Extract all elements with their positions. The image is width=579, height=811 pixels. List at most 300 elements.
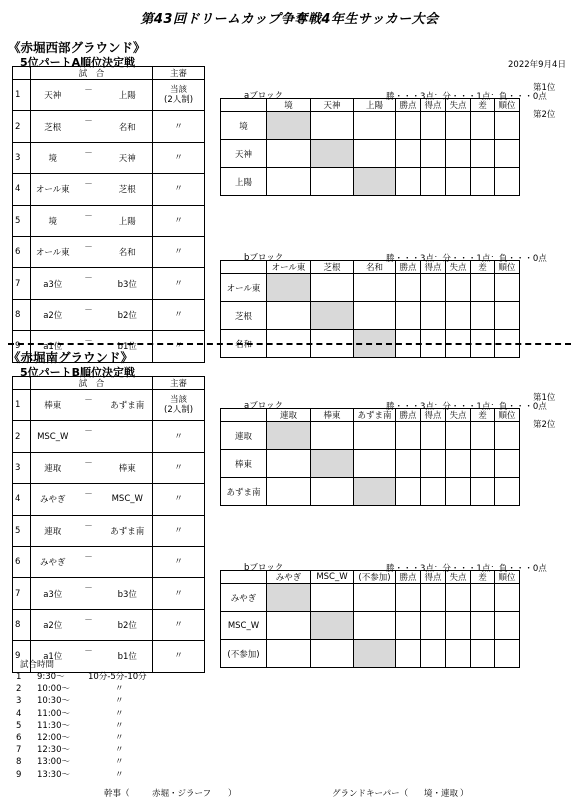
block-rule: 勝・・・3点：分・・・1点：負・・・0点 [386,92,547,102]
block-row-team: 天神 [221,140,267,168]
manager-label: 幹事（ [104,789,130,799]
stat-cell [396,584,421,612]
stat-cell [396,140,421,168]
result-cell [354,422,396,450]
vs-dash: － [75,80,103,111]
stat-cell [421,168,446,196]
rank-label-2: 第2位 [533,110,556,120]
stat-cell [421,584,446,612]
home-team: 棒東 [31,390,75,421]
vs-dash: － [75,452,103,483]
stat-header: 失点 [446,99,471,112]
stat-cell [396,422,421,450]
away-team: b1位 [103,641,153,672]
schedule-note: 〃 [115,720,124,731]
result-cell [311,478,354,506]
schedule-number: 7 [16,745,22,756]
block-name: aブロック [244,401,284,411]
schedule-note: 〃 [115,732,124,743]
away-team: MSC_W [103,484,153,515]
schedule-number: 8 [16,757,22,768]
referee: 〃 [153,268,205,299]
referee: 〃 [153,515,205,546]
stat-cell [446,112,471,140]
match-header-row [13,377,205,390]
schedule-time: 11:30～ [37,720,70,731]
block-row [221,478,520,506]
referee: 〃 [153,546,205,577]
match-number: 4 [13,174,31,205]
stat-cell [446,302,471,330]
referee: 〃 [153,578,205,609]
match-row [13,299,205,330]
block-row-team: オール東 [221,274,267,302]
stat-cell [495,450,520,478]
vs-dash: － [75,331,103,362]
diagonal-cell [311,450,354,478]
match-number: 6 [13,546,31,577]
match-row [13,452,205,483]
block-row-team: 境 [221,112,267,140]
stat-cell [495,640,520,668]
referee: 〃 [153,205,205,236]
stat-cell [495,422,520,450]
away-team: b1位 [103,331,153,362]
stat-cell [471,302,495,330]
schedule-row [16,769,216,781]
match-number: 9 [13,641,31,672]
vs-dash: － [75,641,103,672]
block-row [221,302,520,330]
block-col-team: (不参加) [354,571,396,584]
stat-cell [471,140,495,168]
home-team: みやぎ [31,484,75,515]
away-team: あずま南 [103,515,153,546]
stat-header: 得点 [421,99,446,112]
block-row-team: あずま南 [221,478,267,506]
block-name: bブロック [244,563,284,573]
stat-cell [471,112,495,140]
schedule-row [16,683,216,695]
stat-cell [421,640,446,668]
away-team: 棒東 [103,452,153,483]
manager-close: ） [228,789,237,799]
block-col-team: MSC_W [311,571,354,584]
block-col-team: 天神 [311,99,354,112]
vs-dash: － [75,515,103,546]
ground-name: 《赤堀南グラウンド》 [8,350,134,365]
stat-cell [495,302,520,330]
block-row-team: (不参加) [221,640,267,668]
result-cell [311,422,354,450]
stat-header: 差 [471,571,495,584]
stat-header: 勝点 [396,261,421,274]
diagonal-cell [267,584,311,612]
schedule-time: 10:00～ [37,684,70,695]
home-team: オール東 [31,174,75,205]
match-number: 5 [13,205,31,236]
block-name: aブロック [244,91,284,101]
match-row [13,268,205,299]
stat-cell [421,274,446,302]
schedule-list [16,671,216,781]
block-row-team: 名和 [221,330,267,358]
block-row [221,274,520,302]
block-row-team: 芝根 [221,302,267,330]
match-row [13,515,205,546]
vs-dash: － [75,578,103,609]
match-header: 試 合 [31,67,153,80]
rank-label-2: 第2位 [533,420,556,430]
match-row [13,390,205,421]
result-cell [267,168,311,196]
match-header-row [13,67,205,80]
schedule-row [16,708,216,720]
referee-header: 主審 [153,377,205,390]
diagonal-cell [354,478,396,506]
referee: 〃 [153,299,205,330]
referee: 〃 [153,484,205,515]
stat-cell [471,422,495,450]
result-cell [354,302,396,330]
stat-cell [396,612,421,640]
stat-cell [471,274,495,302]
date: 2022年9月4日 [508,60,566,70]
block-row [221,168,520,196]
home-team: a3位 [31,578,75,609]
referee: 〃 [153,421,205,452]
schedule-time: 9:30～ [37,672,65,682]
home-team: 境 [31,205,75,236]
stat-cell [396,478,421,506]
result-cell [354,274,396,302]
match-row [13,421,205,452]
schedule-time: 13:30～ [37,769,70,780]
referee: 〃 [153,641,205,672]
stat-cell [495,584,520,612]
stat-cell [396,450,421,478]
away-team [103,546,153,577]
block-header-row [221,99,520,112]
keeper-value: 境・連取 [424,789,459,799]
vs-dash: － [75,546,103,577]
referee: 〃 [153,609,205,640]
match-row [13,174,205,205]
block-col-team: みやぎ [267,571,311,584]
home-team: a1位 [31,641,75,672]
referee: 当該 (2人制) [153,80,205,111]
vs-dash: － [75,111,103,142]
match-number: 5 [13,515,31,546]
schedule-number: 9 [16,769,22,780]
result-cell [311,112,354,140]
stat-header: 順位 [495,409,520,422]
away-team: 上陽 [103,80,153,111]
home-team: MSC_W [31,421,75,452]
away-team: 名和 [103,236,153,267]
diagonal-cell [311,140,354,168]
block-col-team: 芝根 [311,261,354,274]
keeper-label: グランドキーパー（ [332,789,409,799]
result-cell [267,612,311,640]
stat-cell [421,450,446,478]
stat-header: 勝点 [396,99,421,112]
stat-cell [421,612,446,640]
match-number: 7 [13,268,31,299]
stat-cell [396,274,421,302]
ground-subtitle: 5位パートA順位決定戦 [20,56,136,69]
stat-cell [495,478,520,506]
vs-dash: － [75,236,103,267]
result-cell [267,450,311,478]
result-cell [267,302,311,330]
match-row [13,111,205,142]
result-cell [311,274,354,302]
block-rule: 勝・・・3点：分・・・1点：負・・・0点 [386,254,547,264]
away-team: b2位 [103,299,153,330]
schedule-number: 4 [16,708,22,719]
match-number: 8 [13,299,31,330]
stat-cell [396,302,421,330]
stat-cell [446,478,471,506]
schedule-row [16,695,216,707]
diagonal-cell [311,302,354,330]
block-col-team: 名和 [354,261,396,274]
match-number: 3 [13,452,31,483]
result-cell [354,612,396,640]
match-header: 試 合 [31,377,153,390]
diagonal-cell [311,612,354,640]
stat-cell [495,168,520,196]
block-row-team: 連取 [221,422,267,450]
block-row [221,612,520,640]
manager-value: 赤堀・ジラーフ [152,789,212,799]
schedule-number: 6 [16,732,22,743]
result-cell [267,478,311,506]
vs-dash: － [75,205,103,236]
referee: 〃 [153,452,205,483]
stat-cell [396,640,421,668]
vs-dash: － [75,421,103,452]
stat-cell [495,112,520,140]
match-row [13,80,205,111]
match-table [12,376,205,673]
match-row [13,205,205,236]
home-team: a3位 [31,268,75,299]
home-team: 天神 [31,80,75,111]
schedule-note: 〃 [115,769,124,780]
block-header-row [221,571,520,584]
away-team: 芝根 [103,174,153,205]
away-team: 上陽 [103,205,153,236]
result-cell [267,140,311,168]
home-team: 連取 [31,515,75,546]
block-row [221,450,520,478]
stat-cell [396,168,421,196]
stat-cell [421,422,446,450]
block-row-team: MSC_W [221,612,267,640]
stat-cell [446,274,471,302]
match-number: 2 [13,111,31,142]
stat-cell [471,640,495,668]
schedule-time: 12:30～ [37,745,70,756]
result-cell [354,112,396,140]
match-number: 1 [13,390,31,421]
ground-name: 《赤堀西部グラウンド》 [8,40,146,55]
vs-dash: － [75,268,103,299]
schedule-note: 〃 [115,684,124,695]
home-team: a2位 [31,299,75,330]
stat-cell [446,584,471,612]
diagonal-cell [267,112,311,140]
block-row [221,422,520,450]
match-number: 1 [13,80,31,111]
schedule-note: 〃 [115,745,124,756]
block-table [220,408,520,506]
block-row [221,640,520,668]
stat-cell [421,302,446,330]
away-team: 名和 [103,111,153,142]
vs-dash: － [75,299,103,330]
block-col-team: 上陽 [354,99,396,112]
referee: 〃 [153,174,205,205]
section-divider [8,343,571,345]
block-row [221,584,520,612]
match-table [12,66,205,363]
match-row [13,484,205,515]
schedule-number: 5 [16,720,22,731]
block-name: bブロック [244,253,284,263]
schedule-number: 1 [16,672,22,682]
stat-cell [421,478,446,506]
stat-header: 差 [471,409,495,422]
schedule-row [16,671,216,683]
schedule-note: 10分-5分-10分 [88,672,147,682]
stat-header: 失点 [446,261,471,274]
stat-header: 得点 [421,261,446,274]
home-team: 連取 [31,452,75,483]
stat-cell [446,168,471,196]
schedule-time: 11:00～ [37,708,70,719]
stat-cell [471,478,495,506]
schedule-row [16,744,216,756]
match-number: 2 [13,421,31,452]
diagonal-cell [354,168,396,196]
page-title: 第43回ドリームカップ争奪戦4年生サッカー大会 [140,12,439,27]
stat-cell [495,140,520,168]
stat-cell [471,612,495,640]
referee: 当該 (2人制) [153,390,205,421]
schedule-title: 試合時間 [20,660,55,670]
block-col-team: 棒東 [311,409,354,422]
referee-header: 主審 [153,67,205,80]
block-table [220,570,520,668]
result-cell [354,584,396,612]
stat-header: 得点 [421,409,446,422]
match-number: 6 [13,236,31,267]
schedule-note: 〃 [115,696,124,707]
schedule-note: 〃 [115,757,124,768]
stat-header: 順位 [495,99,520,112]
stat-header: 勝点 [396,571,421,584]
schedule-number: 2 [16,684,22,695]
stat-cell [471,168,495,196]
home-team: オール東 [31,236,75,267]
block-row [221,140,520,168]
rank-label-1: 第1位 [533,83,556,93]
block-header-row [221,409,520,422]
match-number: 4 [13,484,31,515]
keeper-close: ） [460,789,469,799]
block-col-team: あずま南 [354,409,396,422]
ground-subtitle: 5位パートB順位決定戦 [20,366,136,379]
rank-label-1: 第1位 [533,393,556,403]
away-team: 天神 [103,142,153,173]
stat-cell [495,274,520,302]
home-team: 境 [31,142,75,173]
home-team: a2位 [31,609,75,640]
schedule-row [16,756,216,768]
away-team: b3位 [103,268,153,299]
stat-header: 差 [471,261,495,274]
stat-cell [446,640,471,668]
match-number: 7 [13,578,31,609]
block-row-team: 上陽 [221,168,267,196]
schedule-note: 〃 [115,708,124,719]
match-row [13,142,205,173]
result-cell [267,640,311,668]
home-team: 芝根 [31,111,75,142]
result-cell [354,140,396,168]
result-cell [311,584,354,612]
stat-header: 順位 [495,261,520,274]
block-rule: 勝・・・3点：分・・・1点：負・・・0点 [386,402,547,412]
block-row [221,112,520,140]
schedule-time: 10:30～ [37,696,70,707]
match-number: 3 [13,142,31,173]
stat-cell [446,612,471,640]
schedule-row [16,732,216,744]
block-rule: 勝・・・3点：分・・・1点：負・・・0点 [386,564,547,574]
referee: 〃 [153,236,205,267]
result-cell [354,450,396,478]
result-cell [311,168,354,196]
match-number: 8 [13,609,31,640]
home-team: a1位 [31,331,75,362]
stat-cell [495,612,520,640]
home-team: みやぎ [31,546,75,577]
stat-cell [446,422,471,450]
schedule-time: 12:00～ [37,732,70,743]
vs-dash: － [75,390,103,421]
stat-header: 順位 [495,571,520,584]
stat-cell [471,450,495,478]
referee: 〃 [153,111,205,142]
vs-dash: － [75,609,103,640]
stat-header: 失点 [446,409,471,422]
vs-dash: － [75,142,103,173]
stat-header: 差 [471,99,495,112]
match-row [13,236,205,267]
block-table [220,98,520,196]
block-header-row [221,261,520,274]
result-cell [311,640,354,668]
stat-cell [396,112,421,140]
match-number: 9 [13,331,31,362]
schedule-time: 13:00～ [37,757,70,768]
diagonal-cell [267,274,311,302]
block-col-team: 連取 [267,409,311,422]
